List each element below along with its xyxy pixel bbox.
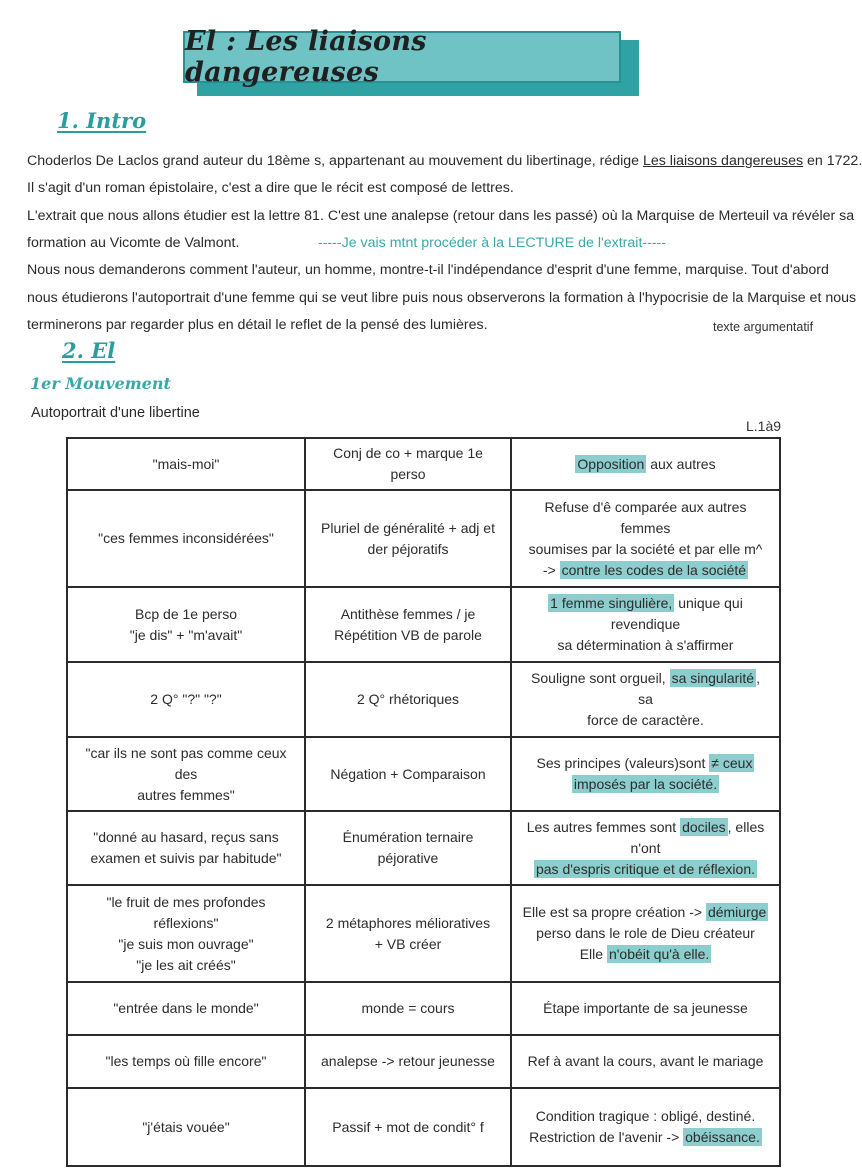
cell-text: unique qui revendique [610, 595, 743, 632]
intro-line-1-start: Choderlos De Laclos grand auteur du 18ème s, appartenant au mouvement du libertinage, rédige [27, 153, 643, 169]
interpretation-cell [511, 885, 780, 982]
device-cell [305, 490, 511, 587]
cell-line [522, 817, 769, 859]
intro-line-1 [27, 153, 862, 169]
quote-cell [67, 1088, 305, 1166]
cell-line: Négation + Comparaison [330, 765, 486, 782]
cell-line: monde = cours [361, 1000, 455, 1016]
highlighted-text: n'obéit qu'à elle. [608, 946, 710, 962]
cell-line [522, 753, 769, 774]
cell-line: "ces femmes inconsidérées" [98, 530, 274, 546]
table-row [67, 587, 780, 662]
cell-line: 2 Q° rhétoriques [356, 691, 460, 707]
cell-text: Refuse d'ê comparée aux autres femmes [544, 498, 747, 536]
cell-line [522, 998, 769, 1019]
cell-line: "entrée dans le monde" [113, 1000, 259, 1016]
table-row [67, 1035, 780, 1088]
movement-subtitle: Autoportrait d'une libertine [31, 405, 200, 421]
page-title: El : Les liaisons dangereuses [183, 31, 621, 83]
intro-line-7: terminerons par regarder plus en détail le reflet de la pensé des lumières. [27, 317, 488, 333]
cell-line: der péjoratifs [367, 540, 449, 557]
table-row [67, 982, 780, 1035]
table-row [67, 438, 780, 490]
quote-cell [67, 811, 305, 885]
cell-line [522, 560, 769, 581]
intro-line-6: nous étudierons l'autoportrait d'une femme qui se veut libre puis nous observerons la formation à l'hypocrisie de la Marquise et nous [27, 290, 857, 306]
device-cell [305, 1088, 511, 1166]
movement-heading: 1er Mouvement [30, 374, 171, 393]
device-cell [305, 885, 511, 982]
cell-line [522, 454, 769, 475]
cell-line [522, 710, 769, 731]
table-row [67, 885, 780, 982]
interpretation-cell [511, 1088, 780, 1166]
intro-line-3: L'extrait que nous allons étudier est la lettre 81. C'est une analepse (retour dans les passé) où la Marquise de Merteuil va révéler sa [27, 208, 855, 224]
table-row [67, 1088, 780, 1166]
cell-line [522, 539, 769, 560]
cell-text: Elle [579, 946, 607, 962]
cell-line: Énumération ternaire péjorative [342, 829, 474, 866]
cell-line [522, 593, 769, 635]
cell-line [522, 1127, 769, 1148]
cell-line: + VB créer [374, 935, 442, 952]
cell-line: examen et suivis par habitude" [90, 850, 282, 866]
quote-cell [67, 737, 305, 811]
cell-text: soumises par la société et par elle m^ [528, 540, 763, 557]
highlighted-text: obéissance. [685, 1129, 760, 1145]
cell-line [522, 923, 769, 944]
cell-line: Antithèse femmes / je [340, 605, 476, 622]
interpretation-cell [511, 982, 780, 1035]
cell-line: autres femmes" [137, 786, 235, 803]
highlighted-text: 1 femme singulière, [550, 595, 673, 611]
cell-text: Souligne sont orgueil, [531, 670, 670, 686]
cell-line [522, 1051, 769, 1072]
quote-cell [67, 490, 305, 587]
interpretation-cell [511, 662, 780, 737]
cell-line: "car ils ne sont pas comme ceux des [85, 744, 287, 782]
cell-line [522, 668, 769, 710]
highlighted-text: dociles [682, 818, 726, 835]
cell-text: perso dans le role de Dieu créateur [536, 925, 755, 941]
interpretation-cell [511, 737, 780, 811]
device-cell [305, 982, 511, 1035]
table-row [67, 490, 780, 587]
quote-cell [67, 587, 305, 662]
cell-text: Ref à avant la cours, avant le mariage [527, 1053, 764, 1069]
cell-text: aux autres [646, 455, 716, 472]
cell-line: analepse -> retour jeunesse [321, 1053, 495, 1069]
text-type-note: texte argumentatif [713, 320, 814, 334]
cell-text: -> [542, 561, 560, 578]
cell-text: Ses principes (valeurs)sont [536, 755, 710, 771]
cell-line: "je les ait créés" [136, 956, 236, 973]
cell-line: 2 métaphores mélioratives [325, 914, 491, 931]
highlighted-text: contre les codes de la société [561, 561, 747, 578]
book-title: Les liaisons dangereuses [642, 153, 804, 169]
cell-line: "mais-moi" [152, 455, 220, 472]
cell-line: Pluriel de généralité + adj et [321, 519, 495, 536]
intro-line-4: formation au Vicomte de Valmont. [27, 235, 240, 251]
cell-line: "donné au hasard, reçus sans [93, 829, 279, 845]
cell-text: , sa [638, 670, 760, 707]
cell-line: 2 Q° "?" "?" [150, 691, 222, 707]
quote-cell [67, 662, 305, 737]
highlighted-text: ≠ ceux [711, 755, 753, 771]
cell-line: "je dis" + "m'avait" [129, 626, 243, 643]
device-cell [305, 438, 511, 490]
quote-cell [67, 438, 305, 490]
cell-line: Conj de co + marque 1e perso [333, 445, 483, 482]
highlighted-text: sa singularité [671, 670, 755, 686]
interpretation-cell [511, 438, 780, 490]
intro-line-5: Nous nous demanderons comment l'auteur, un homme, montre-t-il l'indépendance d'esprit d'une femme, marquise. Tout d'abord [27, 262, 829, 278]
device-cell [305, 737, 511, 811]
table-row [67, 811, 780, 885]
quote-cell [67, 885, 305, 982]
cell-line: "j'étais vouée" [142, 1118, 230, 1135]
cell-text: Les autres femmes sont [526, 818, 681, 835]
cell-text: Condition tragique : obligé, destiné. [535, 1108, 756, 1124]
cell-text: sa détermination à s'affirmer [557, 637, 734, 653]
cell-text: Restriction de l'avenir -> [529, 1129, 684, 1145]
table-row [67, 737, 780, 811]
highlighted-text: imposés par la société. [573, 776, 718, 792]
cell-line: "le fruit de mes profondes réflexions" [106, 893, 266, 931]
cell-text: force de caractère. [587, 712, 704, 728]
device-cell [305, 662, 511, 737]
device-cell [305, 587, 511, 662]
el-heading: 2. El [62, 338, 116, 363]
cell-line: Répétition VB de parole [334, 626, 482, 643]
analysis-table [66, 437, 781, 1167]
reading-note: -----Je vais mtnt procéder à la LECTURE de l'extrait----- [318, 235, 667, 251]
interpretation-cell [511, 587, 780, 662]
device-cell [305, 811, 511, 885]
cell-text: , elles n'ont [630, 818, 765, 856]
quote-cell [67, 982, 305, 1035]
cell-text: Étape importante de sa jeunesse [543, 1000, 748, 1016]
analysis-table-body [67, 438, 780, 1166]
cell-line [522, 497, 769, 539]
cell-line [522, 944, 769, 965]
interpretation-cell [511, 811, 780, 885]
cell-text: Elle est sa propre création -> [522, 904, 706, 920]
cell-line [522, 902, 769, 923]
intro-line-1-end: en 1722. [803, 153, 862, 169]
line-range: L.1à9 [746, 418, 782, 434]
highlighted-text: démiurge [707, 904, 767, 920]
highlighted-text: pas d'espris critique et de réflexion. [535, 860, 755, 877]
cell-line [522, 1106, 769, 1127]
device-cell [305, 1035, 511, 1088]
cell-line [522, 859, 769, 880]
interpretation-cell [511, 490, 780, 587]
highlighted-text: Opposition [577, 455, 645, 472]
cell-line [522, 635, 769, 656]
cell-line: Passif + mot de condit° f [332, 1118, 484, 1135]
cell-line [522, 774, 769, 795]
quote-cell [67, 1035, 305, 1088]
intro-heading: 1. Intro [57, 108, 147, 133]
title-banner [183, 26, 631, 91]
interpretation-cell [511, 1035, 780, 1088]
cell-line: "les temps où fille encore" [105, 1053, 267, 1069]
table-row [67, 662, 780, 737]
cell-line: Bcp de 1e perso [135, 605, 237, 622]
intro-line-2: Il s'agit d'un roman épistolaire, c'est a dire que le récit est composé de lettres. [27, 180, 514, 196]
cell-line: "je suis mon ouvrage" [118, 935, 254, 952]
